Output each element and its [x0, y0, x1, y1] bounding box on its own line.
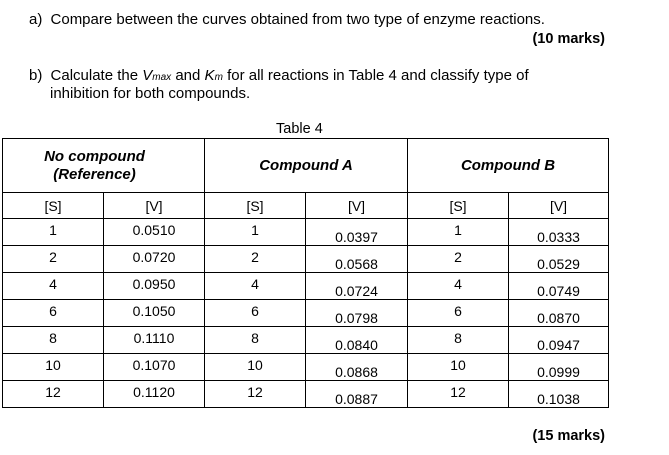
table-cell: [306, 327, 408, 354]
cell-value: 8: [454, 330, 462, 346]
cell-value: 4: [454, 276, 462, 292]
cell-value: 8: [251, 330, 259, 346]
table-cell: [205, 246, 306, 273]
table-cell: [408, 219, 509, 246]
table-cell: [509, 381, 609, 408]
cell-value: 0.0840: [335, 337, 378, 353]
table-cell: [408, 246, 509, 273]
table-cell: [205, 381, 306, 408]
table-cell: [3, 273, 104, 300]
table-cell: [509, 327, 609, 354]
table-row: [3, 246, 609, 273]
table-cell: [3, 219, 104, 246]
question-b-text-3: for all reactions in Table 4 and classify type of: [222, 67, 529, 84]
data-table: [2, 138, 609, 408]
table-caption: Table 4: [276, 121, 323, 137]
cell-value: 6: [454, 303, 462, 319]
cell-value: 12: [247, 384, 263, 400]
question-b-text-1: Calculate the: [50, 67, 143, 84]
table-cell: [3, 246, 104, 273]
table-cell: [408, 327, 509, 354]
table-cell: [104, 381, 205, 408]
group-header-compound-b: Compound B: [408, 139, 609, 193]
column-header: [V]: [509, 193, 609, 219]
column-header: [V]: [104, 193, 205, 219]
table-cell: [509, 300, 609, 327]
cell-value: 0.0947: [537, 337, 580, 353]
cell-value: 0.0333: [537, 229, 580, 245]
table-cell: [408, 300, 509, 327]
cell-value: 10: [247, 357, 263, 373]
km-symbol: Km: [204, 67, 223, 84]
table-column-header-row: [3, 193, 609, 219]
cell-value: 0.0529: [537, 256, 580, 272]
cell-value: 0.1070: [132, 357, 176, 373]
cell-value: 0.1110: [133, 330, 175, 346]
table-group-header-row: [3, 139, 609, 193]
cell-value: 12: [45, 384, 61, 400]
table-cell: [408, 381, 509, 408]
table-row: [3, 273, 609, 300]
question-a-marks: (10 marks): [532, 31, 605, 47]
table-cell: [104, 273, 205, 300]
cell-value: 0.0999: [537, 364, 580, 380]
cell-value: 10: [45, 357, 61, 373]
cell-value: 0.0950: [132, 276, 176, 292]
cell-value: 12: [450, 384, 466, 400]
table-cell: [306, 246, 408, 273]
table-cell: [509, 219, 609, 246]
cell-value: 1: [49, 222, 57, 238]
group-header-compound-a: Compound A: [205, 139, 408, 193]
cell-value: 2: [454, 249, 462, 265]
table-cell: [306, 273, 408, 300]
cell-value: 0.0397: [335, 229, 378, 245]
cell-value: 0.0870: [537, 310, 580, 326]
table-cell: [3, 300, 104, 327]
cell-value: 0.0749: [537, 283, 580, 299]
cell-value: 0.0887: [335, 391, 378, 407]
question-b: [29, 67, 529, 86]
table-cell: [306, 300, 408, 327]
table-cell: [205, 327, 306, 354]
table-cell: [205, 354, 306, 381]
table-cell: [205, 219, 306, 246]
cell-value: 1: [454, 222, 462, 238]
table-cell: [306, 381, 408, 408]
question-a: [29, 11, 545, 28]
cell-value: 0.1120: [133, 384, 175, 400]
table-cell: [205, 273, 306, 300]
question-b-marks: (15 marks): [532, 428, 605, 444]
column-header: [S]: [408, 193, 509, 219]
cell-value: 0.0568: [335, 256, 378, 272]
table-row: [3, 354, 609, 381]
group-header-reference: No compound (Reference): [3, 139, 205, 193]
column-header: [S]: [3, 193, 104, 219]
vmax-symbol: Vmax: [142, 67, 172, 84]
cell-value: 6: [251, 303, 259, 319]
cell-value: 0.0724: [335, 283, 378, 299]
cell-value: 6: [49, 303, 57, 319]
table-cell: [509, 354, 609, 381]
table-cell: [104, 300, 205, 327]
table-row: [3, 381, 609, 408]
table-cell: [3, 354, 104, 381]
cell-value: 0.0720: [132, 249, 176, 265]
cell-value: 10: [450, 357, 466, 373]
cell-value: 2: [251, 249, 259, 265]
question-b-text-2: and: [171, 67, 205, 84]
table-cell: [3, 381, 104, 408]
table-cell: [306, 219, 408, 246]
table-cell: [408, 354, 509, 381]
cell-value: 0.0510: [132, 222, 176, 238]
cell-value: 8: [49, 330, 57, 346]
table-cell: [509, 273, 609, 300]
table-cell: [104, 219, 205, 246]
table-row: [3, 300, 609, 327]
column-header: [S]: [205, 193, 306, 219]
cell-value: 0.0798: [335, 310, 378, 326]
table-cell: [104, 327, 205, 354]
table-cell: [104, 354, 205, 381]
table-row: [3, 219, 609, 246]
cell-value: 4: [49, 276, 57, 292]
question-b-label: b): [29, 67, 43, 84]
question-a-text: Compare between the curves obtained from two type of enzyme reactions.: [50, 11, 545, 28]
cell-value: 0.0868: [335, 364, 378, 380]
table-cell: [306, 354, 408, 381]
table-row: [3, 327, 609, 354]
cell-value: 1: [251, 222, 259, 238]
question-b-line2: inhibition for both compounds.: [50, 85, 251, 102]
question-a-label: a): [29, 11, 43, 28]
table-cell: [408, 273, 509, 300]
cell-value: 2: [49, 249, 57, 265]
table-cell: [3, 327, 104, 354]
cell-value: 0.1038: [537, 391, 580, 407]
column-header: [V]: [306, 193, 408, 219]
cell-value: 0.1050: [132, 303, 176, 319]
table-cell: [509, 246, 609, 273]
table-cell: [104, 246, 205, 273]
cell-value: 4: [251, 276, 259, 292]
table-cell: [205, 300, 306, 327]
